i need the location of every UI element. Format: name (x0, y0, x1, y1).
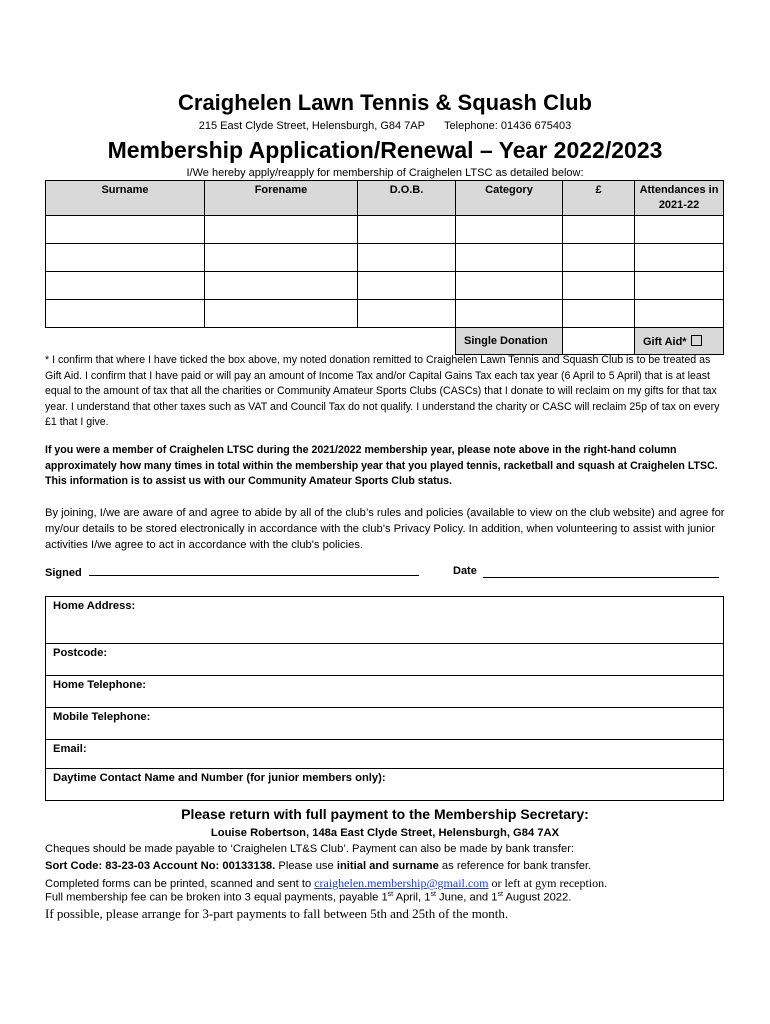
table-cell[interactable] (358, 272, 456, 300)
form-title: Membership Application/Renewal – Year 2022/2023 (107, 137, 663, 163)
table-cell[interactable] (456, 300, 563, 328)
club-contact-line (0, 120, 770, 132)
col-dob: D.O.B. (358, 181, 456, 216)
table-cell[interactable] (563, 244, 635, 272)
signature-row (45, 565, 725, 579)
table-cell[interactable] (635, 216, 724, 244)
intro-text: I/We hereby apply/reapply for membership of Craighelen LTSC as detailed below: (186, 167, 584, 179)
table-cell[interactable] (205, 272, 358, 300)
donation-row (46, 328, 724, 355)
table-cell[interactable] (358, 216, 456, 244)
table-cell[interactable] (635, 300, 724, 328)
mobile-telephone-field[interactable]: Mobile Telephone: (46, 708, 723, 740)
club-title: Craighelen Lawn Tennis & Squash Club (178, 90, 592, 115)
table-cell[interactable] (563, 300, 635, 328)
table-cell[interactable] (635, 244, 724, 272)
return-instructions-title: Please return with full payment to the Membership Secretary: (181, 806, 589, 822)
table-row (46, 272, 724, 300)
col-amount: £ (563, 181, 635, 216)
payment-window-line: If possible, please arrange for 3-part payments to fall between 5th and 25th of the month. (45, 906, 509, 921)
table-cell[interactable] (46, 244, 205, 272)
payment-plan-line: Full membership fee can be broken into 3 equal payments, payable 1st April, 1st June, and 1st August 2022. (45, 891, 572, 904)
signature-line[interactable] (89, 565, 419, 576)
table-cell[interactable] (456, 244, 563, 272)
signed-label: Signed (45, 567, 82, 579)
reference-pre: Please use (278, 860, 334, 872)
date-label: Date (453, 565, 477, 577)
table-cell[interactable] (205, 216, 358, 244)
col-category: Category (456, 181, 563, 216)
table-cell[interactable] (46, 300, 205, 328)
table-cell[interactable] (456, 216, 563, 244)
gift-aid-label: Gift Aid* (643, 335, 687, 348)
club-telephone: Telephone: 01436 675403 (444, 120, 572, 132)
completed-pre: Completed forms can be printed, scanned and sent to (45, 878, 312, 890)
col-attendances: Attendances in 2021-22 (635, 181, 724, 216)
reference-post: as reference for bank transfer. (441, 860, 592, 872)
gift-aid-cell[interactable] (635, 328, 724, 355)
date-line[interactable] (483, 565, 719, 578)
single-donation-label: Single Donation (456, 328, 563, 355)
table-cell[interactable] (635, 272, 724, 300)
daytime-contact-field[interactable]: Daytime Contact Name and Number (for junior members only): (53, 772, 386, 784)
email-field[interactable]: Email: (46, 740, 723, 769)
secretary-address: Louise Robertson, 148a East Clyde Street, Helensburgh, G84 7AX (210, 827, 560, 839)
membership-email-link[interactable]: craighelen.membership@gmail.com (314, 876, 489, 890)
table-cell[interactable] (358, 300, 456, 328)
table-cell[interactable] (205, 244, 358, 272)
col-forename: Forename (205, 181, 358, 216)
attendance-note: If you were a member of Craighelen LTSC during the 2021/2022 membership year, please note above in the right-hand column approximately how many times in total within the membership year that you played tennis, racketball and squash at Craighelen LTSC. This information is to assist us with our Community Amateur Sports Club status. (45, 444, 718, 487)
table-row (46, 300, 724, 328)
table-header-row (46, 181, 724, 216)
gift-aid-checkbox[interactable] (691, 335, 702, 346)
table-row (46, 244, 724, 272)
table-cell[interactable] (563, 272, 635, 300)
home-telephone-field[interactable]: Home Telephone: (46, 676, 723, 708)
table-row (46, 216, 724, 244)
reference-bold: initial and surname (336, 860, 439, 872)
table-cell[interactable] (456, 272, 563, 300)
cheques-line: Cheques should be made payable to ‘Craighelen LT&S Club’. Payment can also be made by bank transfer: (45, 843, 575, 855)
table-cell[interactable] (563, 216, 635, 244)
donation-amount-cell[interactable] (563, 328, 635, 355)
contact-details-box (45, 596, 724, 801)
table-cell[interactable] (205, 300, 358, 328)
postcode-field[interactable]: Postcode: (46, 644, 723, 676)
table-cell[interactable] (358, 244, 456, 272)
sort-code: Sort Code: 83-23-03 Account No: 00133138. (45, 860, 276, 872)
submission-line (45, 876, 735, 891)
bank-details-line (45, 860, 735, 872)
joining-statement: By joining, I/we are aware of and agree to abide by all of the club’s rules and policies (available to view on the club website) and agree for my/our details to be stored electronically in accordance with the club’s Privacy Policy. In addition, when volunteering to assist with junior activities I/we agree to act in accordance with the club's policies. (45, 507, 725, 551)
membership-table (45, 180, 724, 355)
club-address: 215 East Clyde Street, Helensburgh, G84 7AP (198, 120, 425, 132)
col-surname: Surname (46, 181, 205, 216)
table-cell[interactable] (46, 272, 205, 300)
table-cell[interactable] (46, 216, 205, 244)
home-address-field[interactable]: Home Address: (46, 597, 723, 644)
completed-post: or left at gym reception. (491, 876, 608, 890)
gift-aid-declaration: * I confirm that where I have ticked the box above, my noted donation remitted to Craighelen Lawn Tennis and Squash Club is to be treated as Gift Aid. I confirm that I have paid or will pay an amount of Income Tax and/or Capital Gains Tax each tax year (6 April to 5 April) that is at least equal to the amount of tax that all the charities or Community Amateur Sports Clubs (CASCs) that I donate to will reclaim on my gifts for that tax year. I understand that other taxes such as VAT and Council Tax do not qualify. I understand the charity or CASC will reclaim 25p of tax on every £1 that I give. (45, 354, 720, 428)
